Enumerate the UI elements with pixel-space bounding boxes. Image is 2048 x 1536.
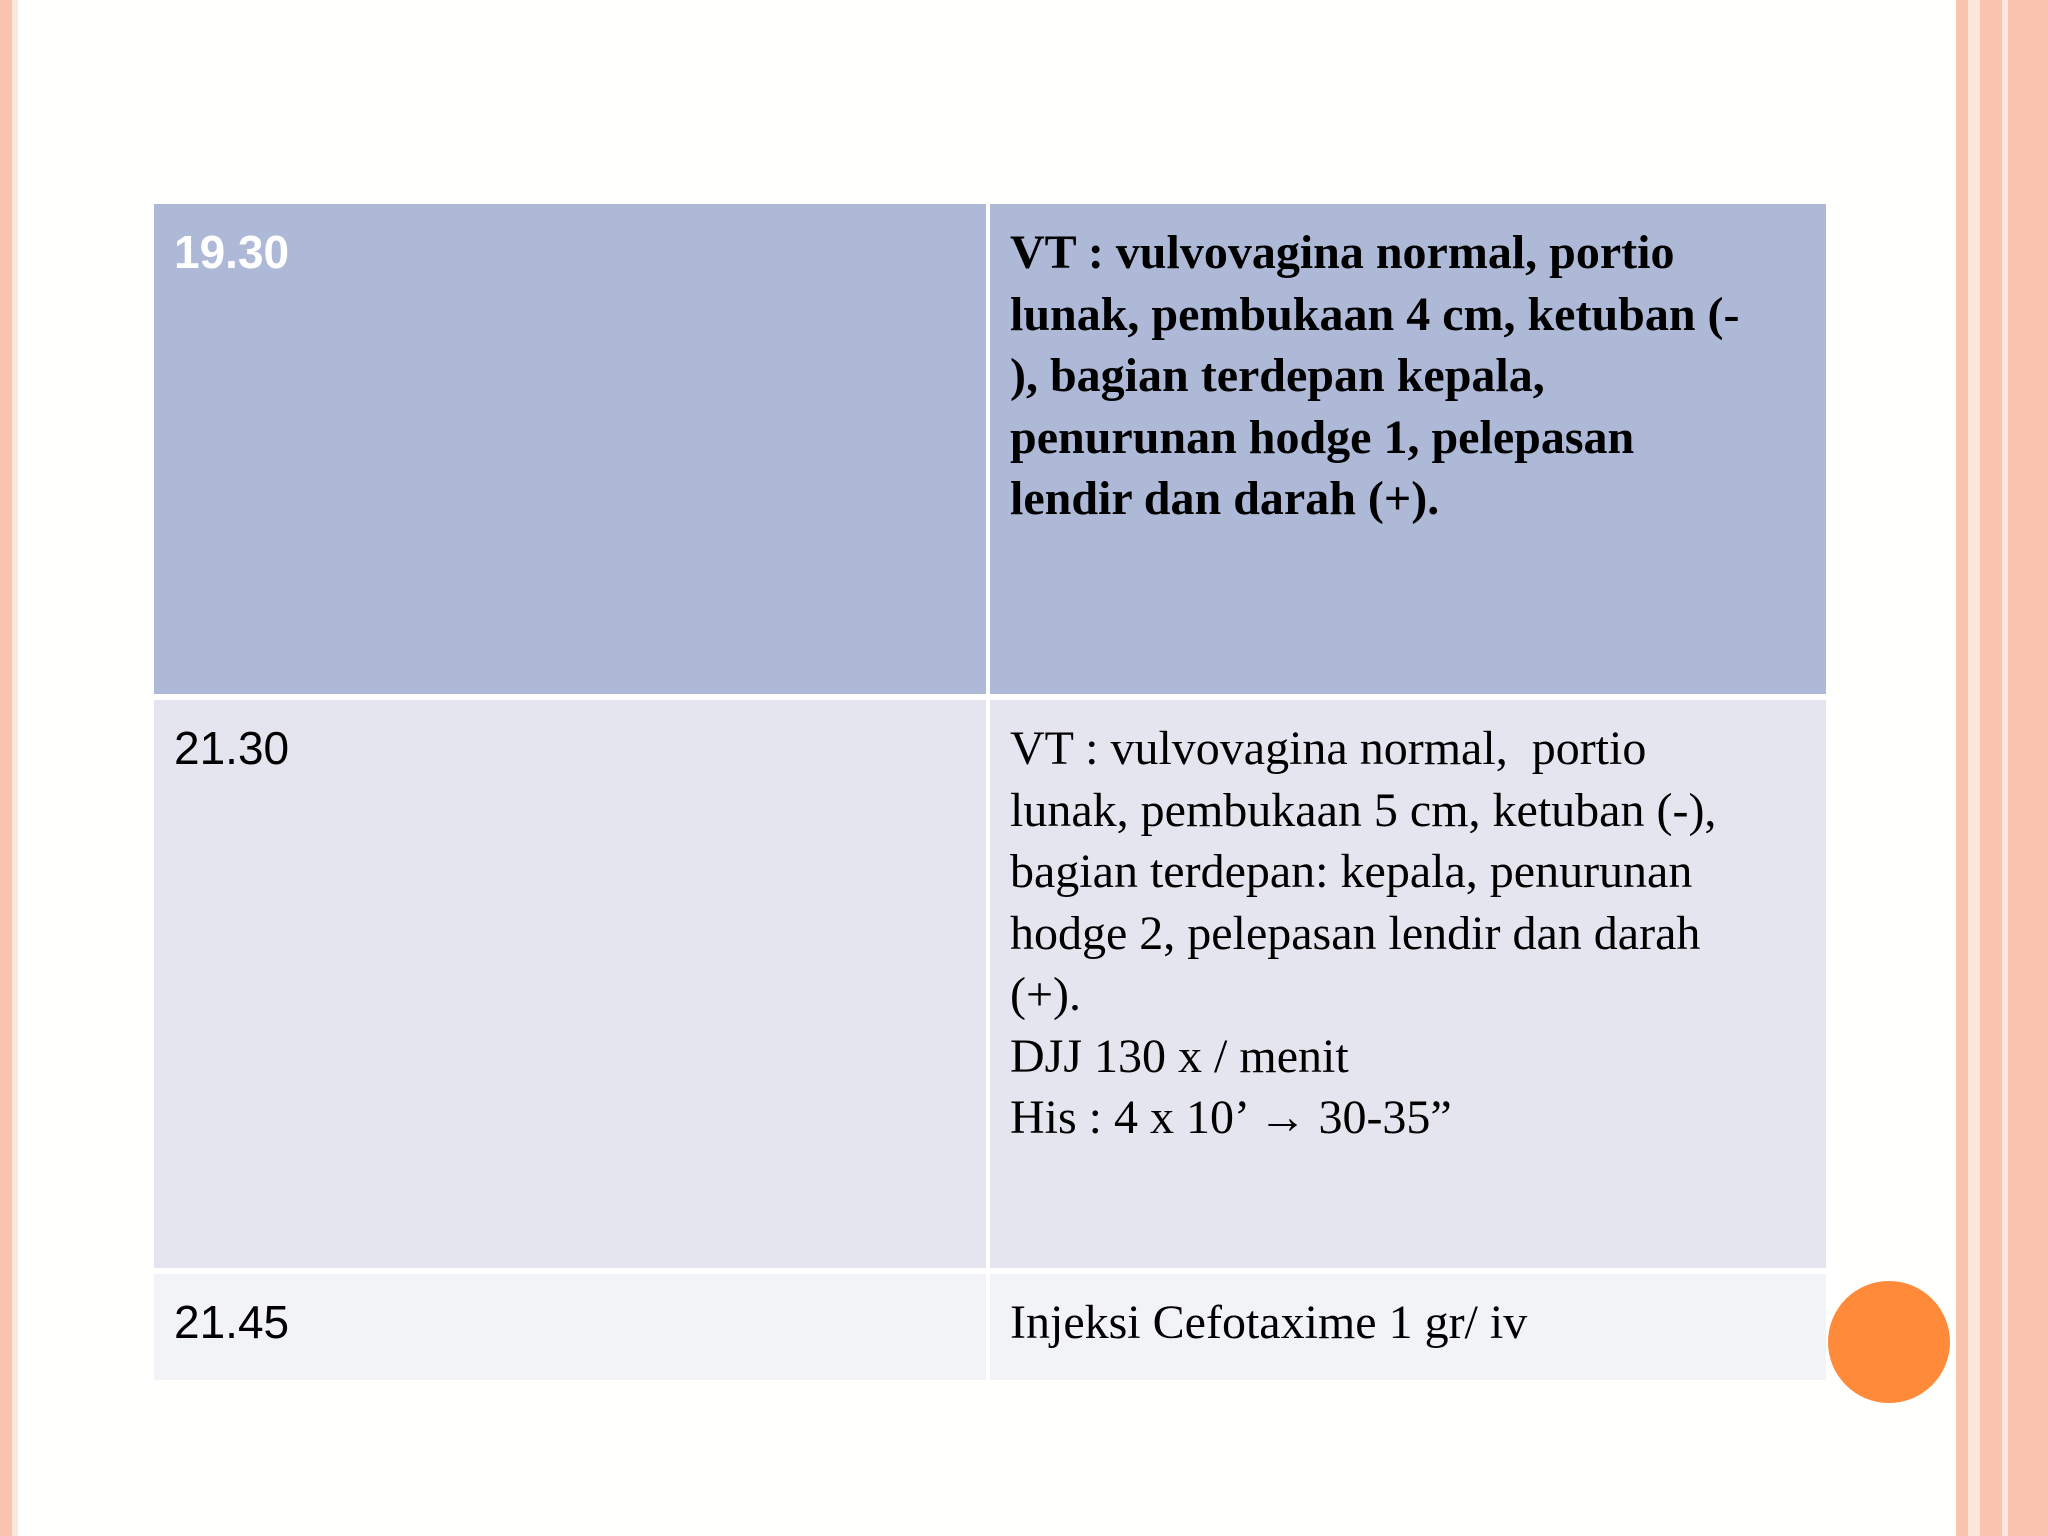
description-line: lendir dan darah (+). (1010, 472, 1440, 525)
left-border-stripe (0, 0, 12, 1536)
description-cell (990, 700, 1826, 1268)
description-line: (+). (1010, 968, 1082, 1021)
right-border-stripe (1980, 0, 2002, 1536)
time-cell: 19.30 (154, 204, 990, 694)
description-line: penurunan hodge 1, pelepasan (1010, 410, 1635, 464)
table-row (154, 204, 1826, 694)
description-line: Injeksi Cefotaxime 1 gr/ iv (1010, 1296, 1528, 1349)
left-border-stripe-light (12, 0, 18, 1536)
right-border-stripe (2008, 0, 2048, 1536)
table-row (154, 694, 1826, 1268)
right-border-stripe (1956, 0, 1968, 1536)
decorative-circle (1828, 1281, 1950, 1403)
description-line: lunak, pembukaan 5 cm, ketuban (-), (1010, 783, 1717, 837)
description-cell (990, 1274, 1826, 1380)
description-line: lunak, pembukaan 4 cm, ketuban (- (1010, 287, 1740, 341)
description-line: bagian terdepan: kepala, penurunan (1010, 845, 1693, 898)
table-row (154, 1268, 1826, 1380)
description-line: His : 4 x 10’ → 30-35” (1010, 1091, 1452, 1144)
time-cell: 21.45 (154, 1274, 990, 1380)
description-line: VT : vulvovagina normal, portio (1010, 722, 1647, 775)
description-cell (990, 204, 1826, 694)
right-border-stripe-light (1968, 0, 1980, 1536)
description-line: DJJ 130 x / menit (1010, 1029, 1349, 1083)
observation-table (154, 204, 1826, 1380)
description-line: VT : vulvovagina normal, portio (1010, 226, 1675, 279)
time-cell: 21.30 (154, 700, 990, 1268)
description-line: ), bagian terdepan kepala, (1010, 349, 1545, 402)
description-line: hodge 2, pelepasan lendir dan darah (1010, 906, 1701, 960)
